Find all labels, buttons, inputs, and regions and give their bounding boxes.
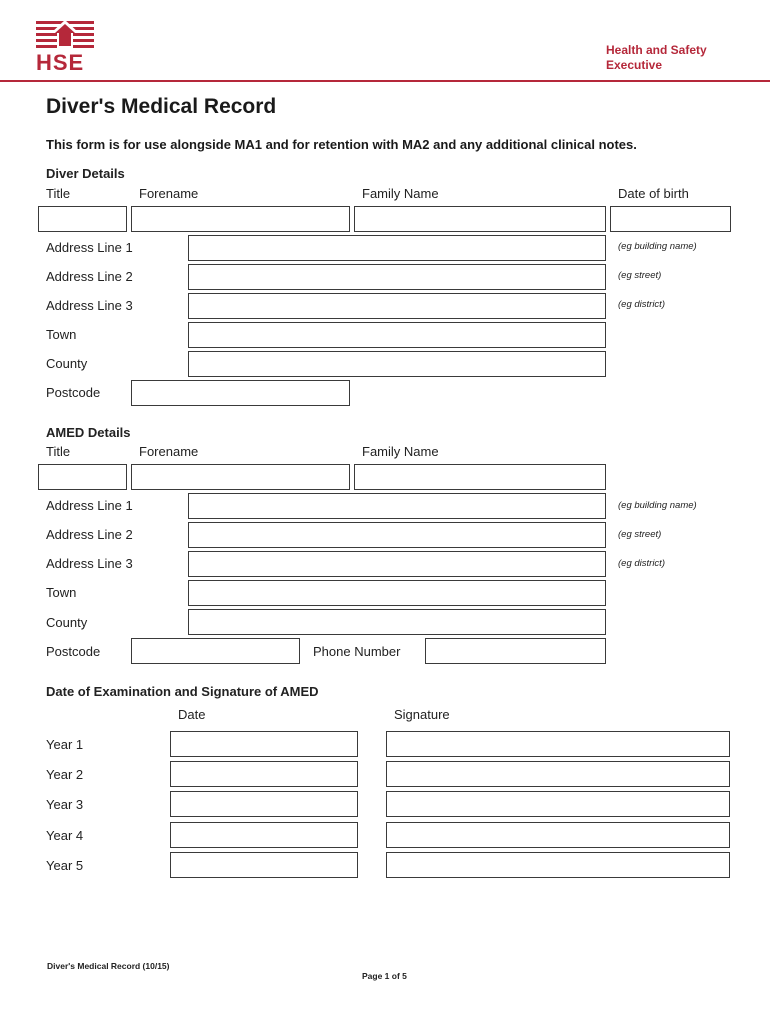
amed-address2-hint: (eg street) (618, 529, 662, 540)
amed-postcode-label: Postcode (46, 644, 101, 659)
year-4-signature-input[interactable] (386, 822, 730, 848)
intro-text: This form is for use alongside MA1 and for retention with MA2 and any additional clinical notes. (46, 137, 637, 152)
amed-forename-input[interactable] (131, 464, 350, 490)
amed-address1-label: Address Line 1 (46, 498, 133, 513)
year-4-label: Year 4 (46, 828, 84, 843)
amed-address3-input[interactable] (188, 551, 606, 577)
year-1-date-input[interactable] (170, 731, 358, 757)
amed-details-heading: AMED Details (46, 425, 131, 440)
diver-forename-input[interactable] (131, 206, 350, 232)
amed-county-label: County (46, 615, 88, 630)
amed-address2-label: Address Line 2 (46, 527, 133, 542)
year-2-date-input[interactable] (170, 761, 358, 787)
form-reference: Diver's Medical Record (10/15) (47, 961, 170, 971)
year-5-date-input[interactable] (170, 852, 358, 878)
org-line-2: Executive (606, 58, 663, 72)
year-1-label: Year 1 (46, 737, 84, 752)
year-4-date-input[interactable] (170, 822, 358, 848)
diver-county-label: County (46, 356, 88, 371)
diver-family-name-label: Family Name (362, 186, 439, 201)
amed-address1-input[interactable] (188, 493, 606, 519)
diver-postcode-input[interactable] (131, 380, 350, 406)
diver-address1-label: Address Line 1 (46, 240, 133, 255)
diver-town-input[interactable] (188, 322, 606, 348)
amed-address2-input[interactable] (188, 522, 606, 548)
diver-forename-label: Forename (139, 186, 199, 201)
diver-address2-hint: (eg street) (618, 270, 662, 281)
amed-county-input[interactable] (188, 609, 606, 635)
year-5-signature-input[interactable] (386, 852, 730, 878)
exam-heading: Date of Examination and Signature of AMED (46, 684, 319, 699)
diver-address3-hint: (eg district) (618, 299, 665, 310)
page-number: Page 1 of 5 (362, 971, 407, 981)
year-3-signature-input[interactable] (386, 791, 730, 817)
amed-title-input[interactable] (38, 464, 127, 490)
exam-signature-label: Signature (394, 707, 450, 722)
amed-town-label: Town (46, 585, 77, 600)
year-3-date-input[interactable] (170, 791, 358, 817)
year-2-signature-input[interactable] (386, 761, 730, 787)
diver-details-heading: Diver Details (46, 166, 125, 181)
header-divider (0, 80, 770, 82)
amed-town-input[interactable] (188, 580, 606, 606)
diver-title-label: Title (46, 186, 71, 201)
org-line-1: Health and Safety (606, 43, 707, 57)
page-title: Diver's Medical Record (46, 95, 277, 118)
amed-forename-label: Forename (139, 444, 199, 459)
diver-dob-input[interactable] (610, 206, 731, 232)
amed-address3-hint: (eg district) (618, 558, 665, 569)
amed-address3-label: Address Line 3 (46, 556, 133, 571)
amed-address1-hint: (eg building name) (618, 500, 697, 511)
amed-title-label: Title (46, 444, 71, 459)
diver-family-name-input[interactable] (354, 206, 606, 232)
amed-phone-input[interactable] (425, 638, 606, 664)
diver-town-label: Town (46, 327, 77, 342)
diver-dob-label: Date of birth (618, 186, 689, 201)
logo-text: HSE (36, 50, 85, 75)
diver-address3-input[interactable] (188, 293, 606, 319)
amed-phone-label: Phone Number (313, 644, 401, 659)
year-5-label: Year 5 (46, 858, 84, 873)
diver-address1-hint: (eg building name) (618, 241, 697, 252)
diver-title-input[interactable] (38, 206, 127, 232)
exam-date-label: Date (178, 707, 206, 722)
diver-postcode-label: Postcode (46, 385, 101, 400)
organisation-name (606, 43, 707, 73)
amed-family-name-input[interactable] (354, 464, 606, 490)
diver-address3-label: Address Line 3 (46, 298, 133, 313)
diver-address2-input[interactable] (188, 264, 606, 290)
diver-address2-label: Address Line 2 (46, 269, 133, 284)
hse-logo-mark (36, 19, 94, 53)
year-2-label: Year 2 (46, 767, 84, 782)
diver-address1-input[interactable] (188, 235, 606, 261)
diver-county-input[interactable] (188, 351, 606, 377)
year-1-signature-input[interactable] (386, 731, 730, 757)
year-3-label: Year 3 (46, 797, 84, 812)
amed-family-name-label: Family Name (362, 444, 439, 459)
amed-postcode-input[interactable] (131, 638, 300, 664)
